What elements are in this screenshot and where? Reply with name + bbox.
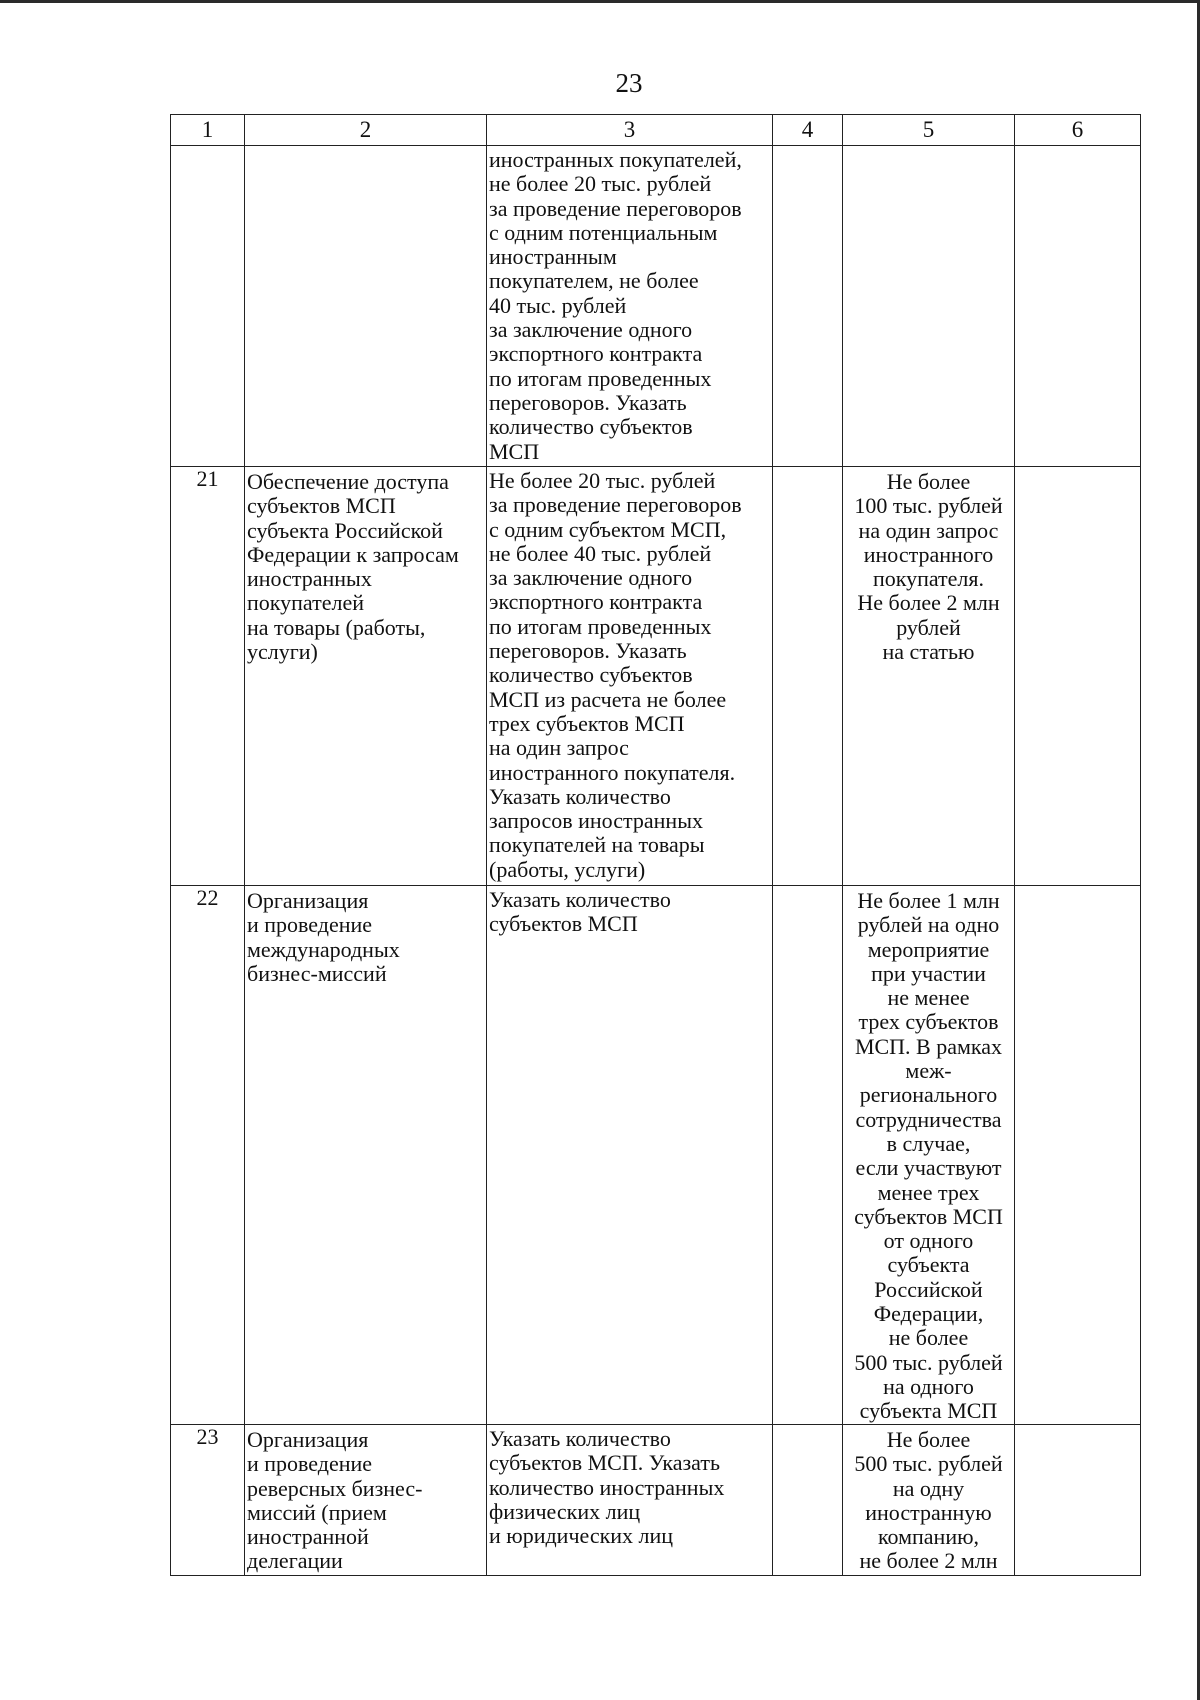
- cell-line: миссий (прием: [247, 1499, 387, 1525]
- cell-line: субъекта МСП: [859, 1398, 998, 1424]
- col6-cell: [1015, 886, 1141, 1425]
- cell-line: не более 40 тыс. рублей: [489, 540, 712, 566]
- header-col-2: 2: [245, 115, 487, 146]
- cell-line: за заключение одного: [489, 565, 693, 591]
- cell-line: рублей на одно: [857, 912, 1000, 938]
- cell-line: компанию,: [877, 1524, 980, 1550]
- cell-line: Указать количество: [489, 783, 671, 809]
- measure-name-cell: [245, 467, 487, 886]
- header-col-1: 1: [171, 115, 245, 146]
- cell-line: регионального: [859, 1082, 998, 1108]
- cell-line: Российской: [874, 1276, 983, 1302]
- cell-line: Не более 20 тыс. рублей: [489, 468, 716, 493]
- cell-line: Федерации,: [873, 1301, 984, 1327]
- cell-line: покупателей: [247, 590, 365, 616]
- cell-line: с одним субъектом МСП,: [489, 516, 727, 542]
- cell-line: иностранной: [247, 1524, 369, 1550]
- cell-line: делегации: [247, 1548, 343, 1574]
- col6-cell: [1015, 146, 1141, 467]
- cell-line: на одну: [892, 1475, 965, 1501]
- cell-line: за заключение одного: [489, 317, 693, 343]
- cell-line: Не более 2 млн: [857, 590, 1000, 616]
- header-col-4: 4: [773, 115, 843, 146]
- cell-line: и проведение: [247, 912, 373, 938]
- cell-line: на товары (работы,: [247, 614, 426, 640]
- col4-cell: [773, 146, 843, 467]
- cell-line: 40 тыс. рублей: [489, 292, 627, 318]
- col4-cell: [773, 1425, 843, 1576]
- cell-line: не менее: [887, 985, 970, 1011]
- measure-name-cell: [245, 886, 487, 1425]
- cell-line: с одним потенциальным: [489, 219, 718, 245]
- cell-line: Указать количество: [489, 887, 671, 912]
- measure-name-cell: [245, 146, 487, 467]
- cell-line: рублей: [896, 614, 961, 640]
- cell-line: трех субъектов МСП: [489, 710, 685, 736]
- cell-line: иностранного: [863, 541, 994, 567]
- header-col-5: 5: [843, 115, 1015, 146]
- cell-line: запросов иностранных: [489, 808, 703, 834]
- cell-line: покупателем, не более: [489, 268, 699, 294]
- table-row: [171, 886, 1141, 1425]
- cell-line: Федерации к запросам: [247, 541, 459, 567]
- cell-line: не более 2 млн: [859, 1548, 998, 1574]
- cell-line: сотрудничества: [855, 1106, 1002, 1132]
- scan-border-top: [0, 0, 1200, 3]
- cell-line: МСП. В рамках: [854, 1033, 1003, 1059]
- col4-cell: [773, 467, 843, 886]
- cell-line: 500 тыс. рублей: [854, 1451, 1003, 1477]
- cell-line: и юридических лиц: [489, 1523, 674, 1549]
- cell-line: субъекта: [887, 1252, 970, 1278]
- cell-line: за проведение переговоров: [489, 492, 742, 518]
- cell-line: субъектов МСП. Указать: [489, 1450, 720, 1476]
- cell-line: Не более 1 млн: [857, 888, 1000, 913]
- cell-line: меж-: [905, 1058, 952, 1084]
- cell-line: переговоров. Указать: [489, 389, 687, 415]
- limit-cell: [843, 146, 1015, 467]
- cell-line: в случае,: [886, 1130, 971, 1156]
- page-number: 23: [615, 68, 643, 98]
- cell-line: покупателей на товары: [489, 832, 705, 858]
- cell-line: иностранных: [247, 566, 372, 592]
- col6-cell: [1015, 1425, 1141, 1576]
- table-row: [171, 1425, 1141, 1576]
- cell-line: покупателя.: [872, 566, 985, 592]
- cell-line: бизнес-миссий: [247, 960, 387, 986]
- cell-line: на статью: [882, 639, 975, 665]
- cell-line: экспортного контракта: [489, 341, 703, 367]
- limit-cell: [843, 467, 1015, 886]
- cell-line: субъекта Российской: [247, 517, 443, 543]
- row-number: 22: [171, 886, 245, 1425]
- table-row: [171, 467, 1141, 886]
- cell-line: мероприятие: [867, 936, 990, 962]
- cell-line: на один запрос: [489, 735, 629, 761]
- cell-line: 100 тыс. рублей: [854, 493, 1003, 519]
- cell-line: (работы, услуги): [489, 856, 646, 882]
- cell-line: менее трех: [877, 1179, 980, 1205]
- cell-line: субъектов МСП: [247, 493, 396, 519]
- limit-cell: [843, 1425, 1015, 1576]
- conditions-cell: [487, 1425, 773, 1576]
- cell-line: Не более: [886, 469, 971, 494]
- cell-line: иностранную: [865, 1499, 992, 1525]
- cell-line: если участвуют: [855, 1155, 1002, 1181]
- col4-cell: [773, 886, 843, 1425]
- cell-line: иностранного покупателя.: [489, 759, 736, 785]
- cell-line: субъектов МСП: [854, 1203, 1003, 1229]
- header-col-6: 6: [1015, 115, 1141, 146]
- conditions-cell: [487, 886, 773, 1425]
- cell-line: 500 тыс. рублей: [854, 1349, 1003, 1375]
- cell-line: МСП из расчета не более: [489, 686, 727, 712]
- cell-line: экспортного контракта: [489, 589, 703, 615]
- cell-line: Организация: [247, 888, 369, 913]
- cell-line: при участии: [871, 960, 986, 986]
- cell-line: за проведение переговоров: [489, 195, 742, 221]
- cell-line: по итогам проведенных: [489, 613, 712, 639]
- cell-line: от одного: [883, 1228, 974, 1254]
- cell-line: трех субъектов: [858, 1009, 999, 1035]
- row-number: 21: [171, 467, 245, 886]
- cell-line: количество иностранных: [489, 1474, 725, 1500]
- cell-line: на одного: [883, 1373, 974, 1399]
- cell-line: физических лиц: [489, 1498, 641, 1524]
- cell-line: переговоров. Указать: [489, 638, 687, 664]
- cell-line: не более: [888, 1325, 969, 1351]
- cell-line: и проведение: [247, 1451, 373, 1477]
- cell-line: услуги): [247, 639, 318, 665]
- cell-line: Не более: [886, 1427, 971, 1452]
- cell-line: Организация: [247, 1427, 369, 1452]
- cell-line: количество субъектов: [489, 662, 693, 688]
- cell-line: на один запрос: [858, 517, 999, 543]
- conditions-cell: [487, 467, 773, 886]
- row-number: [171, 146, 245, 467]
- cell-line: Обеспечение доступа: [247, 469, 449, 494]
- measure-name-cell: [245, 1425, 487, 1576]
- col6-cell: [1015, 467, 1141, 886]
- cell-line: иностранным: [489, 244, 617, 270]
- limit-cell: [843, 886, 1015, 1425]
- cell-line: иностранных покупателей,: [489, 147, 742, 172]
- cell-line: по итогам проведенных: [489, 365, 712, 391]
- table-row: [171, 146, 1141, 467]
- conditions-cell: [487, 146, 773, 467]
- cell-line: количество субъектов: [489, 414, 693, 440]
- header-col-3: 3: [487, 115, 773, 146]
- measures-table: [170, 114, 1141, 1576]
- table-header-row: [171, 115, 1141, 146]
- row-number: 23: [171, 1425, 245, 1576]
- cell-line: реверсных бизнес-: [247, 1475, 423, 1501]
- cell-line: субъектов МСП: [489, 911, 638, 937]
- cell-line: МСП: [489, 438, 540, 464]
- cell-line: Указать количество: [489, 1426, 671, 1451]
- cell-line: не более 20 тыс. рублей: [489, 171, 712, 197]
- cell-line: международных: [247, 936, 400, 962]
